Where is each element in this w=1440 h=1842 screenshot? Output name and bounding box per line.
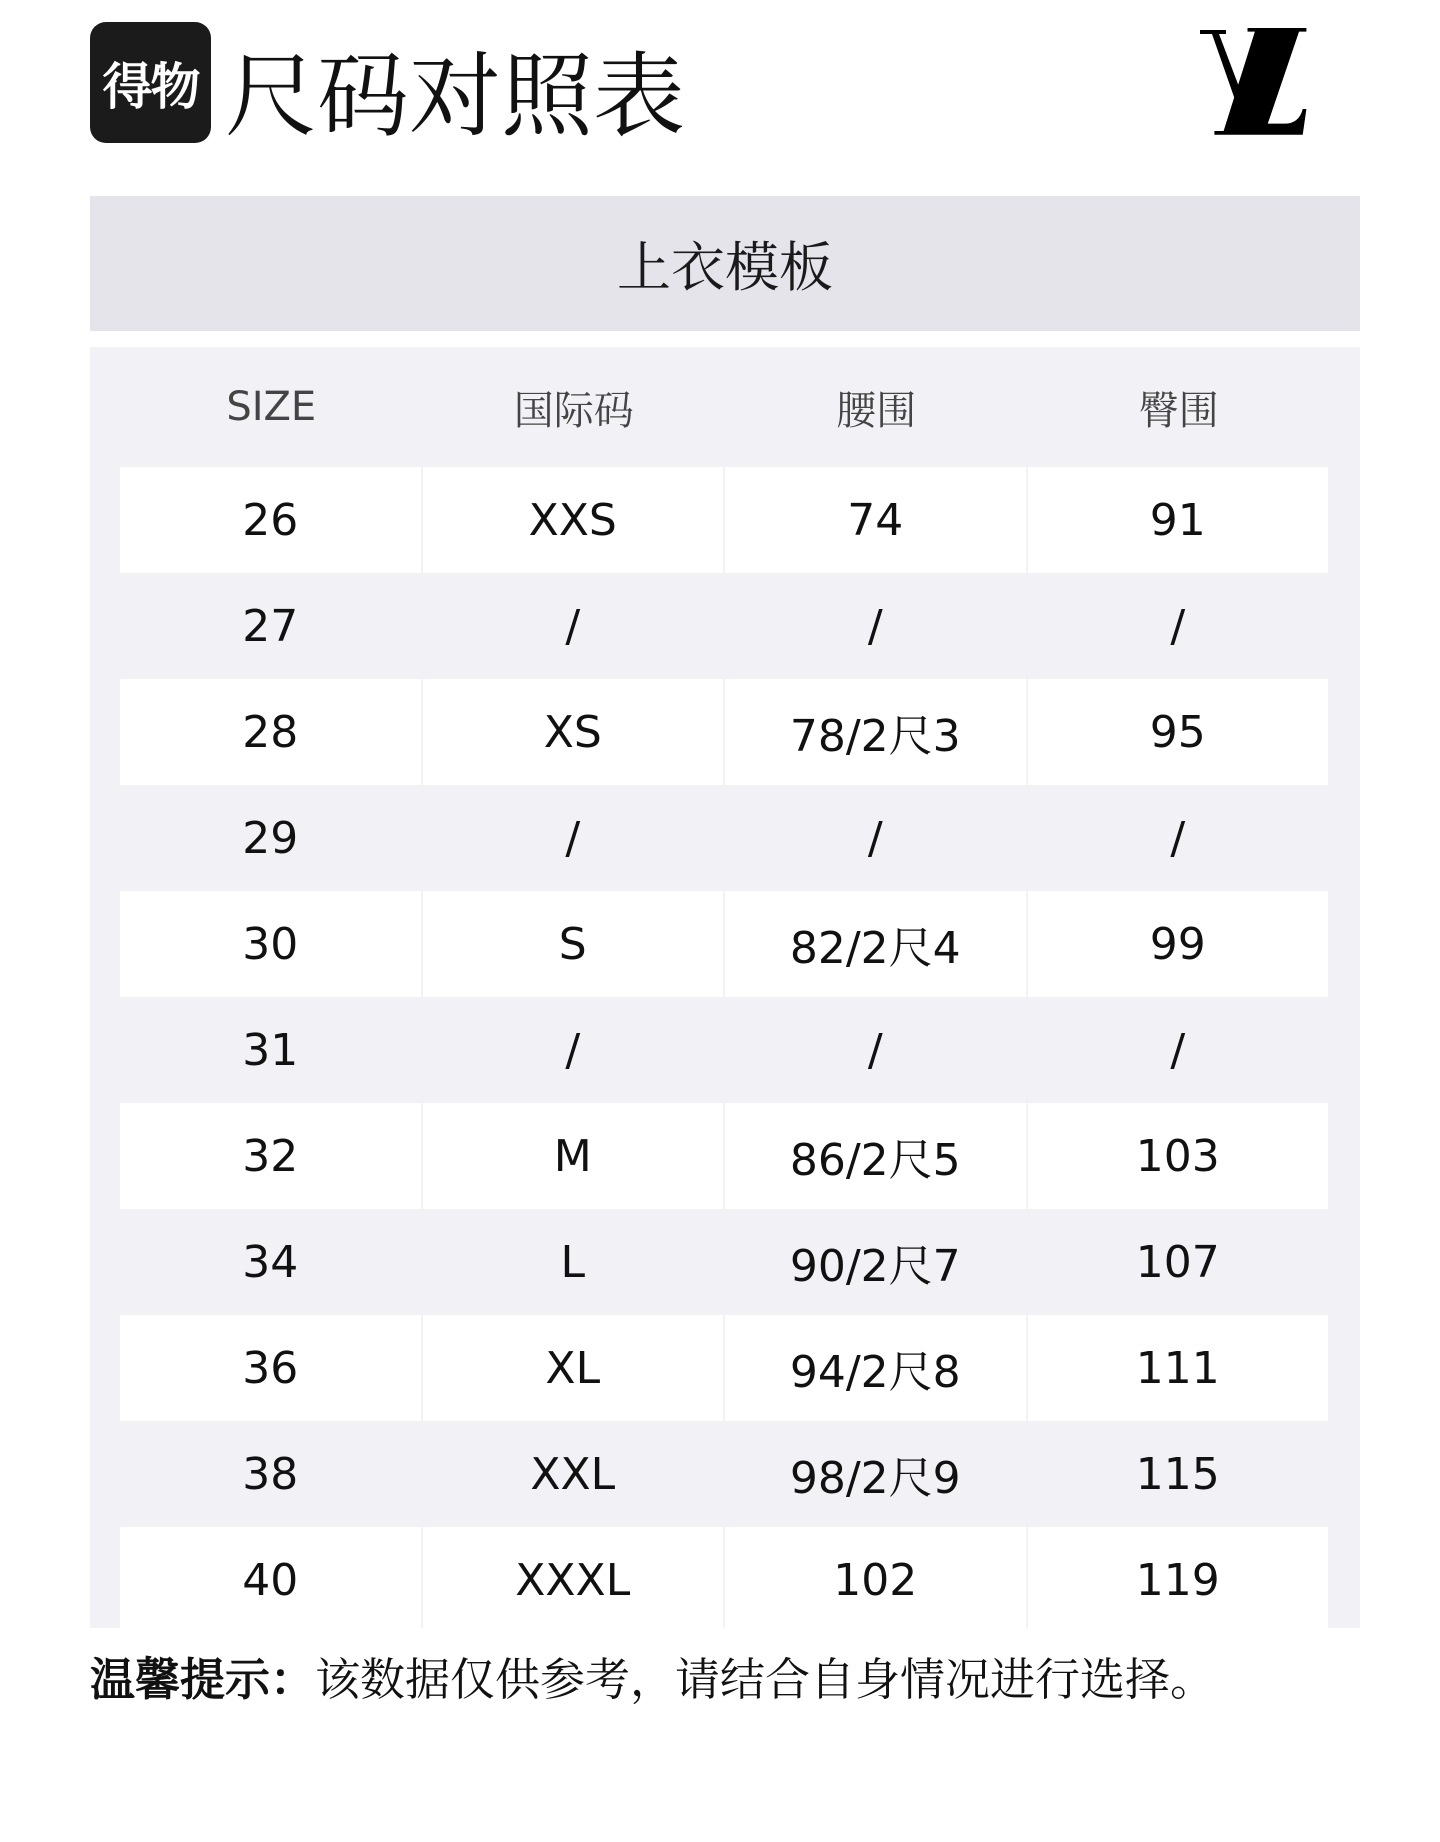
cell-waist: 102 [725, 1527, 1026, 1628]
cell-size: 26 [120, 467, 421, 573]
cell-hip: 119 [1028, 1527, 1329, 1628]
table-row [120, 1103, 1330, 1209]
cell-hip: 115 [1135, 1448, 1220, 1500]
cell-waist: 90/2尺7 [789, 1241, 961, 1292]
cell-waist: 98/2尺9 [789, 1453, 961, 1504]
tip-label: 温馨提示： [90, 1653, 316, 1706]
cell-intl-size: XXXL [423, 1527, 724, 1628]
cell-hip: 107 [1135, 1236, 1220, 1288]
cell-hip: / [1170, 600, 1186, 652]
lv-monogram-icon [1200, 22, 1320, 147]
cell-waist: / [867, 600, 883, 652]
table-row [120, 467, 1330, 573]
table-row [120, 679, 1330, 785]
cell-intl-size: XS [423, 679, 724, 785]
cell-size: 31 [242, 1024, 299, 1076]
page-title: 尺码对照表 [225, 43, 686, 150]
table-body [120, 467, 1330, 1628]
cell-intl-size: XXS [423, 467, 724, 573]
cell-hip: / [1170, 1024, 1186, 1076]
table-row [120, 891, 1330, 997]
cell-size: 40 [120, 1527, 421, 1628]
cell-intl-size: XXL [530, 1448, 616, 1500]
app-logo [90, 22, 211, 143]
table-row [120, 1315, 1330, 1421]
cell-hip: 99 [1028, 891, 1329, 997]
table-row [120, 997, 1330, 1103]
cell-waist: 78/2尺3 [725, 679, 1026, 785]
table-header [120, 347, 1330, 467]
cell-hip: / [1170, 812, 1186, 864]
column-header-intl-size: 国际码 [513, 387, 634, 434]
cell-intl-size: / [565, 812, 581, 864]
header [0, 0, 1440, 190]
column-header-hip: 臀围 [1138, 387, 1219, 434]
size-table [90, 347, 1360, 1628]
cell-waist: / [867, 812, 883, 864]
table-row [120, 785, 1330, 891]
cell-waist: 74 [725, 467, 1026, 573]
cell-intl-size: M [423, 1103, 724, 1209]
cell-hip: 91 [1028, 467, 1329, 573]
cell-size: 32 [120, 1103, 421, 1209]
section-title: 上衣模板 [90, 196, 1360, 331]
cell-waist: 82/2尺4 [725, 891, 1026, 997]
cell-size: 29 [242, 812, 299, 864]
cell-size: 34 [242, 1236, 299, 1288]
table-row [120, 1527, 1330, 1628]
cell-hip: 103 [1028, 1103, 1329, 1209]
cell-intl-size: XL [423, 1315, 724, 1421]
cell-size: 27 [242, 600, 299, 652]
column-header-waist: 腰围 [836, 387, 917, 434]
tip-note [90, 1645, 1390, 1715]
cell-size: 36 [120, 1315, 421, 1421]
cell-intl-size: S [423, 891, 724, 997]
cell-size: 38 [242, 1448, 299, 1500]
table-row [120, 573, 1330, 679]
cell-hip: 95 [1028, 679, 1329, 785]
app-logo-text: 得物 [102, 57, 199, 116]
cell-waist: 86/2尺5 [725, 1103, 1026, 1209]
cell-hip: 111 [1028, 1315, 1329, 1421]
tip-text: 该数据仅供参考，请结合自身情况进行选择。 [315, 1653, 1216, 1706]
cell-waist: 94/2尺8 [725, 1315, 1026, 1421]
cell-size: 28 [120, 679, 421, 785]
cell-size: 30 [120, 891, 421, 997]
table-row [120, 1209, 1330, 1315]
cell-waist: / [867, 1024, 883, 1076]
cell-intl-size: / [565, 1024, 581, 1076]
brand-logo [1200, 22, 1320, 147]
column-header-size: SIZE [226, 384, 317, 430]
table-row [120, 1421, 1330, 1527]
cell-intl-size: / [565, 600, 581, 652]
cell-intl-size: L [560, 1236, 585, 1288]
